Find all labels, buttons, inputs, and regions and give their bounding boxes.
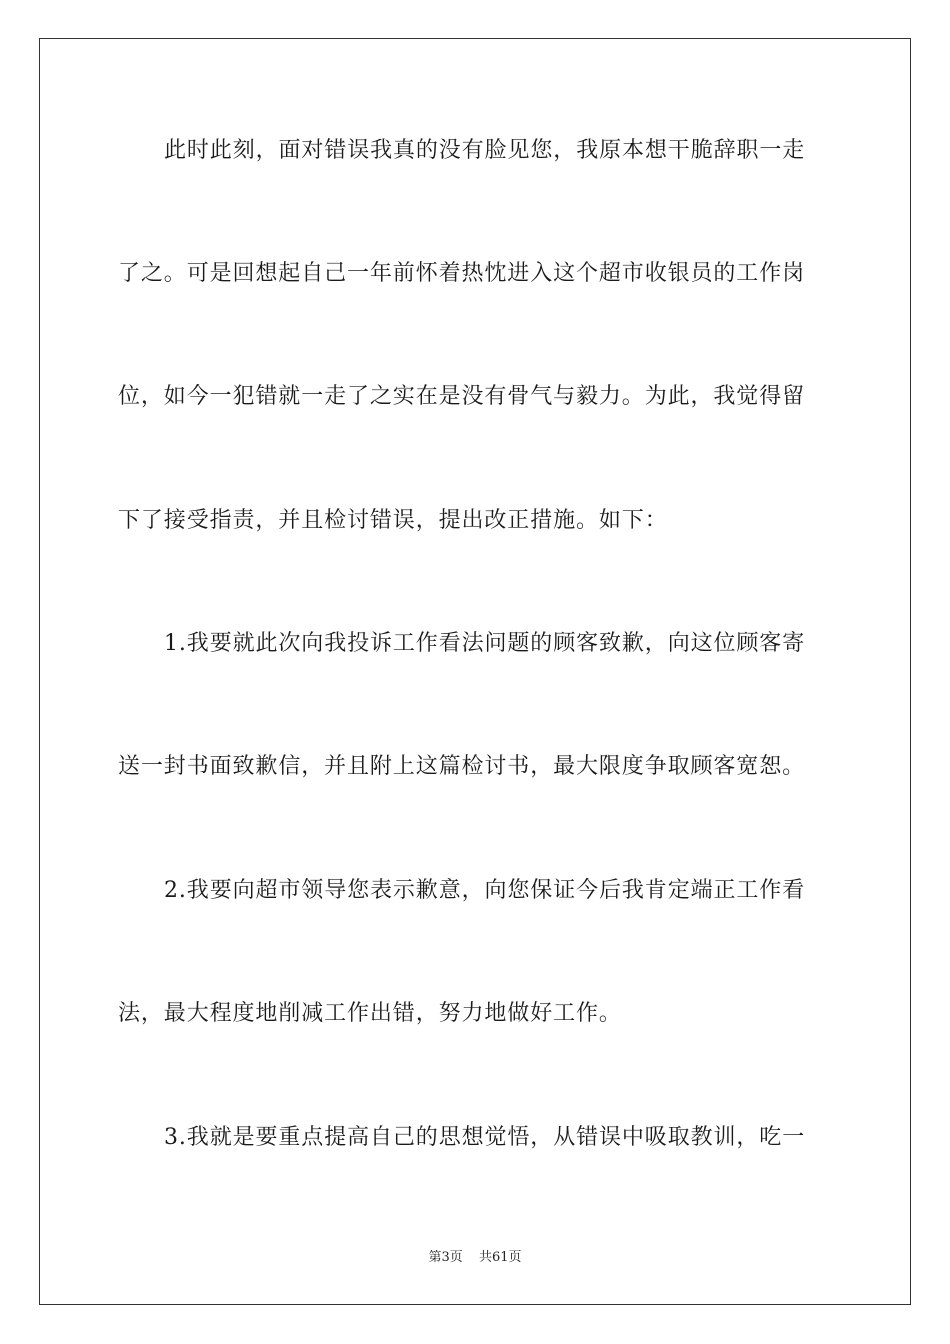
list-item-1-line: 送一封书面致歉信，并且附上这篇检讨书，最大限度争取顾客宽恕。 [118,754,806,779]
paragraph-line: 了之。可是回想起自己一年前怀着热忱进入这个超市收银员的工作岗 [118,261,806,286]
page-border [39,38,911,1305]
total-pages: 共61页 [478,1250,522,1265]
paragraph-line: 下了接受指责，并且检讨错误，提出改正措施。如下： [118,508,668,533]
list-item-1-line: 1.我要就此次向我投诉工作看法问题的顾客致歉，向这位顾客寄 [164,631,806,656]
page-footer [0,1246,950,1265]
list-item-2-line: 2.我要向超市领导您表示歉意，向您保证今后我肯定端正工作看 [164,878,806,903]
paragraph-line: 位，如今一犯错就一走了之实在是没有骨气与毅力。为此，我觉得留 [118,384,806,409]
paragraph-line: 此时此刻，面对错误我真的没有脸见您，我原本想干脆辞职一走 [164,138,806,163]
page-number: 第3页 [428,1250,463,1265]
list-item-3-line: 3.我就是要重点提高自己的思想觉悟，从错误中吸取教训，吃一 [164,1125,806,1150]
list-item-2-line: 法，最大程度地削减工作出错，努力地做好工作。 [118,1001,622,1026]
